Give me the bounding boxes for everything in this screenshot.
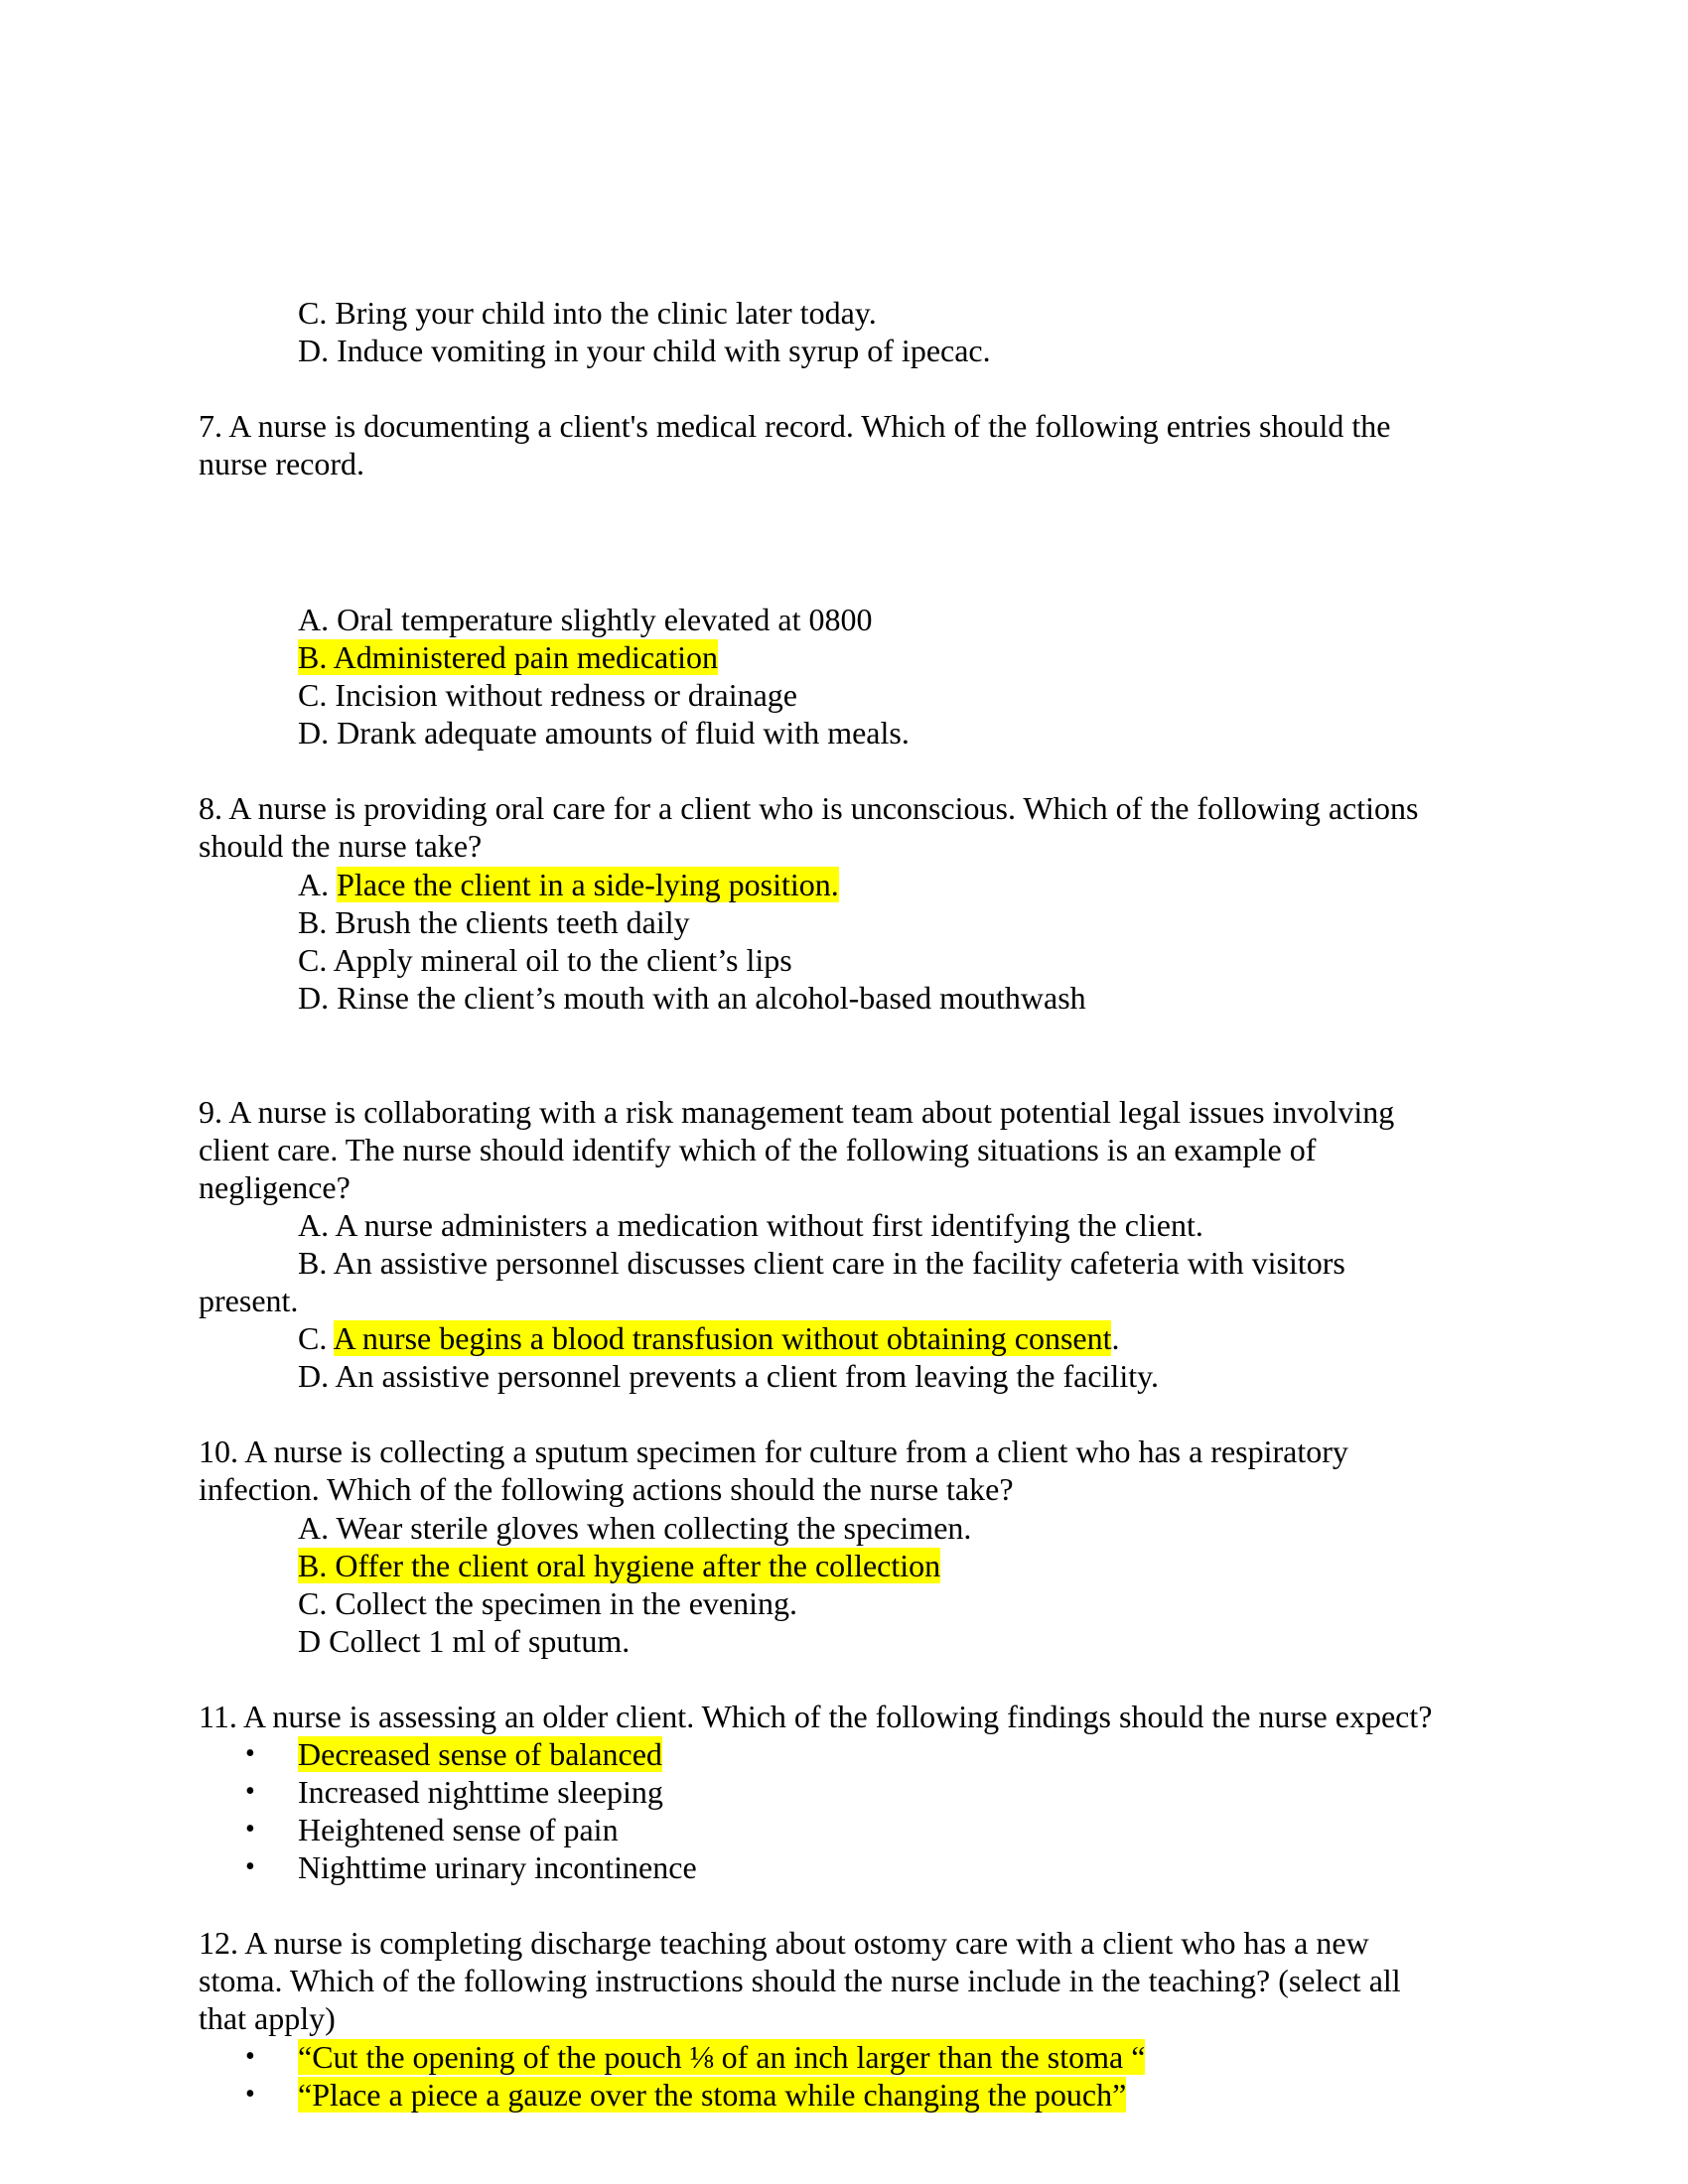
q12-item-2-highlight: “Place a piece a gauze over the stoma while changing the pouch” — [298, 2077, 1127, 2113]
q9-stem-line3: negligence? — [199, 1169, 351, 1205]
q12-stem-line3: that apply) — [199, 2000, 336, 2036]
q8-option-a-highlight: Place the client in a side-lying position. — [337, 867, 839, 902]
q9-option-c-suffix: . — [1111, 1320, 1120, 1356]
q7-option-b — [298, 638, 718, 676]
q9-stem-line2: client care. The nurse should identify which of the following situations is an example of — [199, 1132, 1317, 1167]
q12-item-2 — [298, 2076, 1126, 2114]
q9-option-d: D. An assistive personnel prevents a client from leaving the facility. — [298, 1358, 1160, 1394]
q12-item-1 — [298, 2038, 1145, 2076]
q8-option-a — [298, 866, 839, 903]
q9-option-c-prefix: C. — [298, 1320, 334, 1356]
q6-option-d: D. Induce vomiting in your child with syrup of ipecac. — [298, 333, 991, 368]
q12-item-1-highlight: “Cut the opening of the pouch ⅛ of an inch larger than the stoma “ — [298, 2039, 1146, 2075]
q10-option-c: C. Collect the specimen in the evening. — [298, 1585, 797, 1621]
q7-stem-line2: nurse record. — [199, 446, 365, 481]
q8-stem-line2: should the nurse take? — [199, 828, 483, 864]
q8-option-c: C. Apply mineral oil to the client’s lips — [298, 942, 792, 978]
q7-option-c: C. Incision without redness or drainage — [298, 677, 797, 713]
q11-stem: 11. A nurse is assessing an older client. Which of the following findings should the nurse expect? — [199, 1699, 1433, 1734]
q11-item-1-highlight: Decreased sense of balanced — [298, 1736, 662, 1772]
q10-stem-line1: 10. A nurse is collecting a sputum specimen for culture from a client who has a respiratory — [199, 1433, 1348, 1469]
q9-option-c-highlight: A nurse begins a blood transfusion without obtaining consent — [333, 1320, 1112, 1356]
q11-bullet-1: • — [245, 1738, 255, 1769]
q11-item-4: Nighttime urinary incontinence — [298, 1849, 697, 1885]
q10-stem-line2: infection. Which of the following actions should the nurse take? — [199, 1471, 1014, 1507]
q10-option-a: A. Wear sterile gloves when collecting the specimen. — [298, 1510, 972, 1546]
q12-bullet-2: • — [245, 2079, 255, 2110]
q10-option-d: D Collect 1 ml of sputum. — [298, 1623, 631, 1659]
q11-item-1 — [298, 1735, 662, 1773]
q11-item-2: Increased nighttime sleeping — [298, 1774, 663, 1810]
q9-stem-line1: 9. A nurse is collaborating with a risk management team about potential legal issues involving — [199, 1094, 1395, 1130]
q8-option-b: B. Brush the clients teeth daily — [298, 904, 690, 940]
q7-option-d: D. Drank adequate amounts of fluid with meals. — [298, 715, 910, 751]
q8-option-d: D. Rinse the client’s mouth with an alcohol-based mouthwash — [298, 980, 1086, 1016]
q11-item-3: Heightened sense of pain — [298, 1812, 619, 1847]
q9-option-b: B. An assistive personnel discusses client care in the facility cafeteria with visitors — [298, 1245, 1345, 1281]
q7-option-a: A. Oral temperature slightly elevated at 0800 — [298, 602, 873, 637]
q11-bullet-4: • — [245, 1851, 255, 1882]
q12-stem-line2: stoma. Which of the following instructions should the nurse include in the teaching? (select all — [199, 1963, 1401, 1998]
q7-stem-line1: 7. A nurse is documenting a client's medical record. Which of the following entries should the — [199, 408, 1391, 444]
q7-option-b-highlight: B. Administered pain medication — [298, 639, 719, 675]
q8-stem-line1: 8. A nurse is providing oral care for a client who is unconscious. Which of the following actions — [199, 790, 1419, 826]
q12-stem-line1: 12. A nurse is completing discharge teaching about ostomy care with a client who has a new — [199, 1925, 1369, 1961]
q9-option-b-continued: present. — [199, 1283, 299, 1318]
q10-option-b — [298, 1547, 940, 1584]
q8-option-a-prefix: A. — [298, 867, 338, 902]
q9-option-c — [298, 1319, 1119, 1357]
q11-bullet-2: • — [245, 1776, 255, 1807]
q9-option-a: A. A nurse administers a medication without first identifying the client. — [298, 1207, 1203, 1243]
q10-option-b-highlight: B. Offer the client oral hygiene after the collection — [298, 1548, 941, 1583]
q11-bullet-3: • — [245, 1814, 255, 1844]
q12-bullet-1: • — [245, 2041, 255, 2072]
q6-option-c: C. Bring your child into the clinic later today. — [298, 295, 877, 331]
